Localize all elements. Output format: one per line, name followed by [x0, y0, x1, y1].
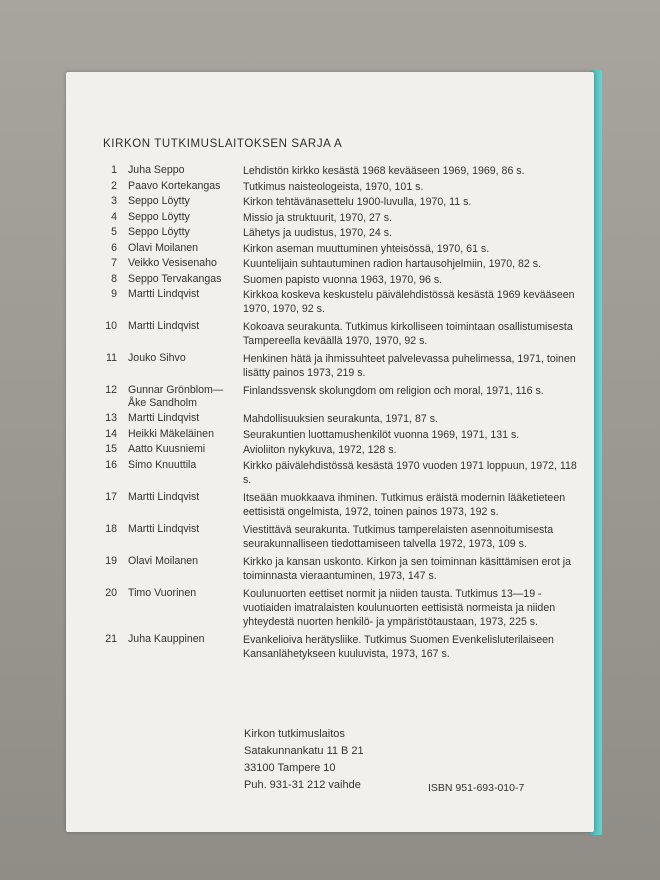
- entry-author: Juha Seppo: [128, 164, 185, 176]
- list-item: [100, 633, 580, 661]
- list-item: [100, 459, 580, 487]
- entry-title: Kirkko päivälehdistössä kesästä 1970 vuoden 1971 loppuun, 1972, 118 s.: [243, 459, 577, 486]
- list-item: [100, 320, 580, 348]
- entry-title: Evankelioiva herätysliike. Tutkimus Suomen Evenkelisluterilaiseen Kansanlähetykseen kuuluvista, 1973, 167 s.: [243, 633, 554, 660]
- list-item: [100, 288, 580, 316]
- entry-title: Avioliiton nykykuva, 1972, 128 s.: [243, 444, 397, 456]
- list-item: [100, 523, 580, 551]
- entry-title: Henkinen hätä ja ihmissuhteet palvelevassa puhelimessa, 1971, toinen lisätty painos 1973, 219 s.: [243, 353, 576, 379]
- list-item: [100, 273, 580, 289]
- list-item: [100, 555, 580, 583]
- entry-author: Simo Knuuttila: [128, 458, 197, 471]
- entry-author: Martti Lindqvist: [128, 320, 200, 332]
- entry-author: Martti Lindqvist: [128, 490, 200, 503]
- entry-author: Martti Lindqvist: [128, 522, 200, 535]
- entry-author: Seppo Tervakangas: [128, 272, 222, 285]
- list-item: [100, 257, 580, 273]
- entry-author: Timo Vuorinen: [128, 586, 197, 599]
- entry-number: 21: [105, 632, 117, 645]
- publisher-address: [244, 726, 364, 794]
- entry-number: 9: [111, 288, 117, 300]
- entry-number: 20: [105, 586, 117, 599]
- entry-number: 18: [105, 522, 117, 535]
- entry-title: Itseään muokkaava ihminen. Tutkimus eräistä modernin lääketieteen eettisistä ongelmista, 1972, toinen painos 1973, 192 s.: [243, 491, 566, 518]
- entry-title: Lehdistön kirkko kesästä 1968 kevääseen 1969, 1969, 86 s.: [243, 165, 525, 177]
- entry-author: Juha Kauppinen: [128, 632, 205, 645]
- series-title: KIRKON TUTKIMUSLAITOKSEN SARJA A: [103, 138, 343, 150]
- entry-author: Martti Lindqvist: [128, 412, 200, 424]
- entry-author: Olavi Moilanen: [128, 554, 199, 567]
- entry-title: Kokoava seurakunta. Tutkimus kirkolliseen toimintaan osallistumisesta Tampereella keväällä 1970, 1970, 92 s.: [243, 321, 573, 347]
- list-item: [100, 443, 580, 459]
- list-item: [100, 412, 580, 428]
- entry-number: 17: [105, 490, 117, 503]
- list-item: [100, 587, 580, 629]
- entry-author: Aatto Kuusniemi: [128, 443, 206, 455]
- entry-number: 14: [105, 427, 117, 440]
- entry-number: 10: [105, 320, 117, 332]
- publication-list: [100, 164, 580, 661]
- entry-author: Gunnar Grönblom— Åke Sandholm: [128, 384, 224, 409]
- entry-number: 15: [105, 443, 117, 455]
- entry-title: Kirkko ja kansan uskonto. Kirkon ja sen toiminnan käsittämisen erot ja toiminnasta vieraantuminen, 1973, 147 s.: [243, 555, 571, 582]
- entry-number: 11: [106, 352, 117, 364]
- entry-number: 7: [111, 257, 117, 269]
- list-item: [100, 491, 580, 519]
- publisher-phone: Puh. 931-31 212 vaihde: [244, 779, 361, 791]
- entry-number: 16: [105, 458, 117, 471]
- entry-title: Kuuntelijain suhtautuminen radion hartausohjelmiin, 1970, 82 s.: [243, 258, 541, 270]
- entry-title: Kirkkoa koskeva keskustelu päivälehdistössä kesästä 1969 kevääseen 1970, 1970, 92 s.: [243, 289, 575, 315]
- entry-number: 12: [105, 384, 117, 396]
- entry-number: 3: [111, 195, 117, 207]
- entry-title: Koulunuorten eettiset normit ja niiden tausta. Tutkimus 13—19 -vuotiaiden imatralaisten koulunuorten eettisistä normeista ja niiden yhteydestä nuorten henkilö- ja ympäristötaustaan, 1973, 225 s.: [243, 587, 556, 628]
- entry-number: 5: [111, 226, 117, 238]
- entry-title: Mahdollisuuksien seurakunta, 1971, 87 s.: [243, 413, 438, 425]
- isbn: ISBN 951-693-010-7: [428, 782, 525, 794]
- entry-author: Olavi Moilanen: [128, 241, 199, 254]
- publisher-name: Kirkon tutkimuslaitos: [244, 728, 345, 740]
- list-item: [100, 226, 580, 242]
- entry-title: Missio ja struktuurit, 1970, 27 s.: [243, 211, 392, 224]
- publisher-street: Satakunnankatu 11 B 21: [244, 745, 364, 757]
- entry-title: Lähetys ja uudistus, 1970, 24 s.: [243, 227, 393, 239]
- entry-author: Seppo Löytty: [128, 226, 190, 238]
- list-item: [100, 180, 580, 196]
- entry-title: Kirkon tehtävänasettelu 1900-luvulla, 1970, 11 s.: [243, 196, 472, 208]
- entry-title: Kirkon aseman muuttuminen yhteisössä, 1970, 61 s.: [243, 242, 490, 255]
- publisher-city: 33100 Tampere 10: [244, 762, 336, 774]
- entry-title: Seurakuntien luottamushenkilöt vuonna 1969, 1971, 131 s.: [243, 428, 520, 441]
- entry-number: 13: [105, 412, 117, 424]
- entry-number: 1: [111, 164, 117, 176]
- list-item: [100, 164, 580, 180]
- list-item: [100, 352, 580, 380]
- entry-author: Martti Lindqvist: [128, 288, 200, 300]
- entry-author: Veikko Vesisenaho: [128, 257, 217, 269]
- entry-number: 2: [111, 179, 117, 192]
- entry-author: Seppo Löytty: [128, 210, 190, 223]
- entry-title: Suomen papisto vuonna 1963, 1970, 96 s.: [243, 273, 443, 286]
- entry-number: 19: [105, 554, 117, 567]
- entry-author: Seppo Löytty: [128, 195, 190, 207]
- entry-number: 8: [111, 272, 117, 285]
- entry-author: Heikki Mäkeläinen: [128, 427, 214, 440]
- entry-author: Paavo Kortekangas: [128, 179, 221, 192]
- list-item: [100, 384, 580, 410]
- list-item: [100, 428, 580, 444]
- entry-author: Jouko Sihvo: [128, 352, 186, 364]
- entry-number: 4: [111, 210, 117, 223]
- list-item: [100, 195, 580, 211]
- entry-title: Finlandssvensk skolungdom om religion och moral, 1971, 116 s.: [243, 385, 544, 397]
- entry-title: Viestittävä seurakunta. Tutkimus tamperelaisten asennoitumisesta seurakunnalliseen tiedottamiseen talvella 1972, 1973, 109 s.: [243, 523, 554, 550]
- entry-title: Tutkimus naisteologeista, 1970, 101 s.: [243, 180, 424, 193]
- entry-number: 6: [111, 241, 117, 254]
- list-item: [100, 242, 580, 258]
- list-item: [100, 211, 580, 227]
